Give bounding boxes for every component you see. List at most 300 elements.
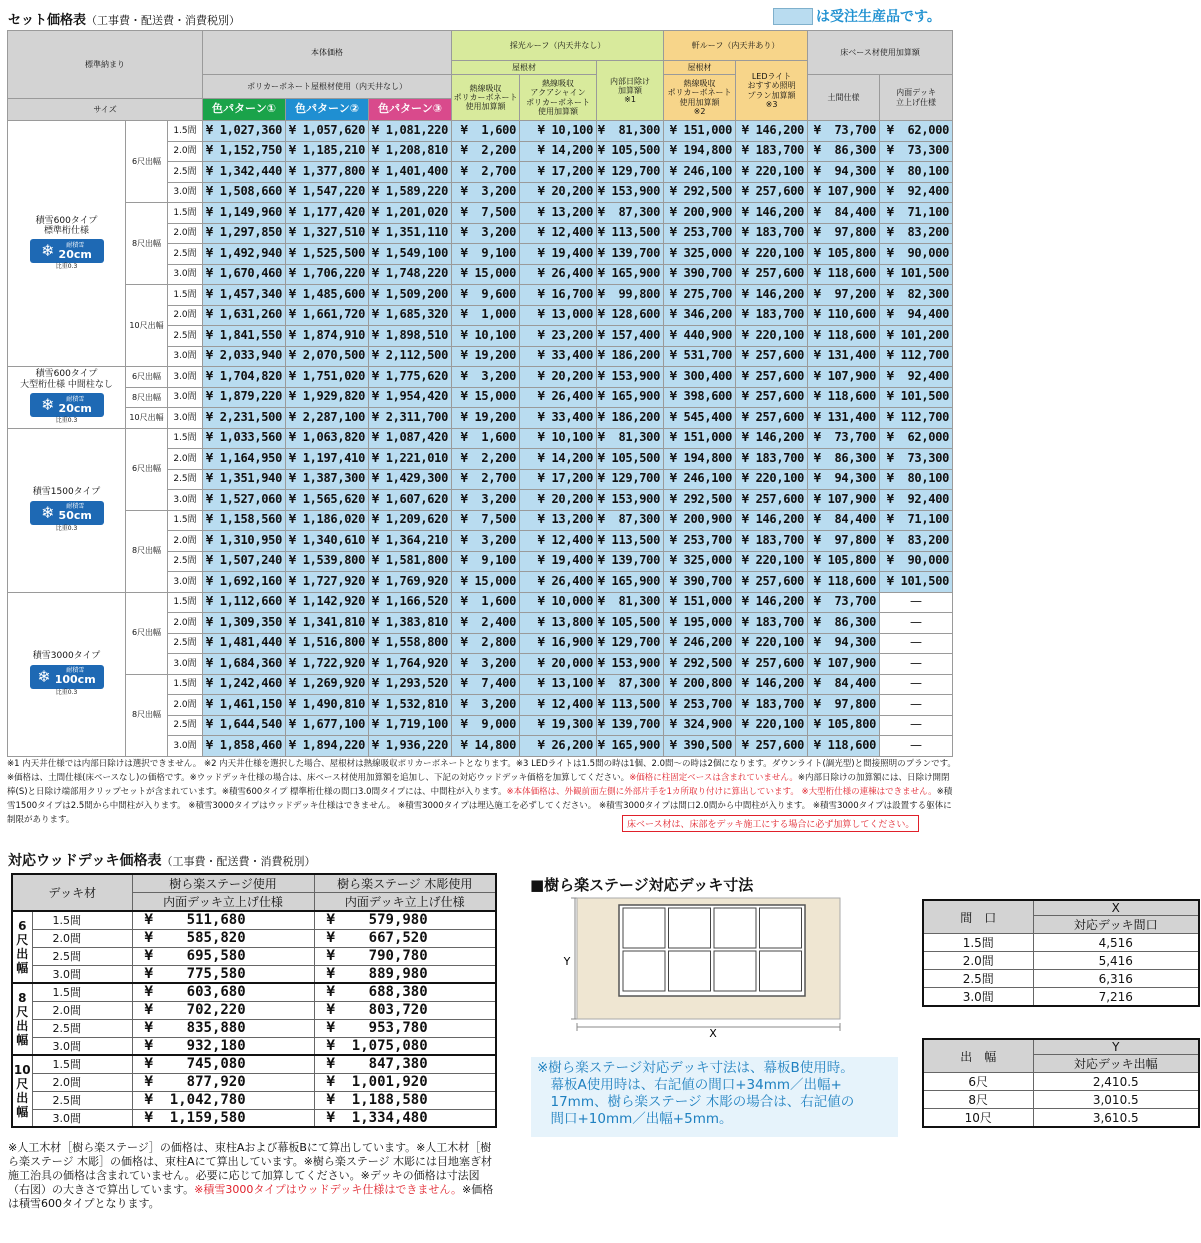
floor-base-note: 床ベース材は、床部をデッキ施工にする場合に必ず加算してください。: [622, 815, 919, 832]
price-cell: ¥ 153,900: [597, 654, 664, 675]
wood-price-carve: ¥ 688,380: [314, 983, 496, 1001]
note-red: ※本体価格は、外観前面左側に外部片手を1カ所取り付けに算出しています。 ※大型桁仕様の連棟はできません。: [506, 787, 937, 797]
wood-price-carve: ¥ 889,980: [314, 965, 496, 983]
price-cell: ¥ 19,400: [520, 244, 597, 265]
size-cell: 2.0間: [168, 613, 203, 634]
price-cell: ¥ 14,200: [520, 141, 597, 162]
dimension-value: 2,410.5: [1033, 1073, 1199, 1091]
wood-row: [12, 929, 496, 947]
price-cell: ¥ 118,600: [808, 736, 880, 757]
price-cell: ¥ 97,800: [808, 531, 880, 552]
group-name: 積雪600タイプ 標準桁仕様: [35, 215, 98, 237]
size-cell: 1.5間: [168, 121, 203, 142]
x-label: X: [709, 1027, 717, 1038]
price-cell: ¥ 220,100: [736, 162, 808, 183]
wood-size: 2.5間: [32, 1019, 132, 1037]
projection-label: 8尺出幅: [126, 203, 168, 285]
price-cell: —: [880, 592, 953, 613]
inner-deck-header-1: 内面デッキ立上げ仕様: [132, 893, 314, 912]
badge-text: [59, 243, 92, 260]
dimension-value: 3,610.5: [1033, 1109, 1199, 1128]
price-cell: ¥ 12,400: [520, 695, 597, 716]
size-cell: 2.5間: [168, 162, 203, 183]
price-cell: ¥ 131,400: [808, 346, 880, 367]
badge-small: 耐積雪: [66, 395, 85, 403]
group-name: 積雪1500タイプ: [32, 487, 101, 498]
price-cell: ¥ 94,300: [808, 162, 880, 183]
price-cell: ¥ 2,231,500: [203, 408, 286, 429]
price-cell: ¥ 1,364,210: [369, 531, 452, 552]
dimension-row: [923, 952, 1199, 970]
wood-row: [12, 1055, 496, 1073]
price-cell: ¥ 1,547,220: [286, 182, 369, 203]
price-cell: ¥ 1,565,620: [286, 490, 369, 511]
deck-inner-header: 内面デッキ 立上げ仕様: [880, 75, 953, 121]
price-cell: ¥ 257,600: [736, 387, 808, 408]
wood-price-carve: ¥ 953,780: [314, 1019, 496, 1037]
price-row: [8, 203, 953, 224]
price-cell: ¥ 13,200: [520, 510, 597, 531]
price-cell: ¥ 15,000: [452, 572, 520, 593]
price-cell: ¥ 1,297,850: [203, 223, 286, 244]
price-cell: ¥ 105,500: [597, 449, 664, 470]
note-text: ※内部日除けの加算額には、日除け開閉棒(S)と日除け端部用クリップセットが含まれています。※積雪600タイプ 標準桁仕様の間口3.0間タイプには、中間柱が入ります。: [7, 773, 950, 797]
price-cell: ¥ 1,377,800: [286, 162, 369, 183]
price-cell: ¥ 105,500: [597, 613, 664, 634]
wood-price-carve: ¥ 847,380: [314, 1055, 496, 1073]
price-cell: ¥ 9,100: [452, 244, 520, 265]
price-cell: ¥ 1,164,950: [203, 449, 286, 470]
price-cell: ¥ 10,100: [520, 428, 597, 449]
price-cell: ¥ 73,700: [808, 428, 880, 449]
price-cell: ¥ 183,700: [736, 223, 808, 244]
size-cell: 1.5間: [168, 592, 203, 613]
price-cell: ¥ 1,874,910: [286, 326, 369, 347]
wood-price-stage: ¥ 835,880: [132, 1019, 314, 1037]
price-cell: ¥ 33,400: [520, 346, 597, 367]
badge-text: [59, 504, 92, 521]
wood-price-stage: ¥ 695,580: [132, 947, 314, 965]
price-cell: ¥ 113,500: [597, 695, 664, 716]
price-cell: ¥ 86,300: [808, 613, 880, 634]
price-cell: ¥ 23,200: [520, 326, 597, 347]
netsu3-header: 熱線吸収 ポリカーボネート 使用加算額 ※2: [664, 75, 736, 121]
price-cell: ¥ 139,700: [597, 715, 664, 736]
price-cell: ¥ 3,200: [452, 654, 520, 675]
set-price-table: [7, 30, 953, 757]
price-cell: ¥ 1,208,810: [369, 141, 452, 162]
price-cell: ¥ 3,200: [452, 182, 520, 203]
wood-size: 2.0間: [32, 929, 132, 947]
price-cell: ¥ 153,900: [597, 367, 664, 388]
price-cell: ¥ 440,900: [664, 326, 736, 347]
deck-material-header: デッキ材: [12, 874, 132, 911]
price-cell: ¥ 13,000: [520, 305, 597, 326]
price-cell: ¥ 90,000: [880, 551, 953, 572]
deck-panel: [669, 951, 711, 991]
price-cell: ¥ 2,400: [452, 613, 520, 634]
y-label: Y: [563, 955, 571, 968]
snow-load-badge: [30, 665, 104, 689]
wood-group-label: 8 尺 出 幅: [12, 983, 32, 1055]
price-cell: ¥ 1,558,800: [369, 633, 452, 654]
price-cell: ¥ 194,800: [664, 141, 736, 162]
wood-size: 3.0間: [32, 965, 132, 983]
price-cell: ¥ 1,000: [452, 305, 520, 326]
price-cell: ¥ 97,800: [808, 695, 880, 716]
price-cell: ¥ 84,400: [808, 674, 880, 695]
price-cell: ¥ 1,310,950: [203, 531, 286, 552]
price-cell: ¥ 81,300: [597, 121, 664, 142]
price-cell: ¥ 9,600: [452, 285, 520, 306]
price-cell: ¥ 390,700: [664, 572, 736, 593]
standard-header: 標準納まり: [8, 31, 203, 99]
price-cell: ¥ 86,300: [808, 449, 880, 470]
price-cell: ¥ 1,461,150: [203, 695, 286, 716]
price-cell: ¥ 118,600: [808, 326, 880, 347]
price-cell: ¥ 94,300: [808, 469, 880, 490]
wood-price-stage: ¥ 775,580: [132, 965, 314, 983]
price-cell: ¥ 131,400: [808, 408, 880, 429]
projection-label: 8尺出幅: [126, 387, 168, 408]
dimension-value: 4,516: [1033, 934, 1199, 952]
price-cell: ¥ 220,100: [736, 326, 808, 347]
price-cell: ¥ 183,700: [736, 695, 808, 716]
price-cell: ¥ 390,700: [664, 264, 736, 285]
price-cell: ¥ 20,200: [520, 367, 597, 388]
doma-header: 土間仕様: [808, 75, 880, 121]
price-cell: ¥ 151,000: [664, 121, 736, 142]
price-cell: ¥ 220,100: [736, 551, 808, 572]
size-cell: 2.0間: [168, 695, 203, 716]
price-cell: ¥ 71,100: [880, 203, 953, 224]
price-cell: ¥ 1,242,460: [203, 674, 286, 695]
price-cell: ¥ 87,300: [597, 510, 664, 531]
price-cell: ¥ 26,400: [520, 572, 597, 593]
price-cell: ¥ 13,100: [520, 674, 597, 695]
price-cell: ¥ 113,500: [597, 531, 664, 552]
price-cell: ¥ 246,100: [664, 162, 736, 183]
price-cell: ¥ 84,400: [808, 203, 880, 224]
group-label: [8, 592, 126, 756]
price-cell: ¥ 146,200: [736, 428, 808, 449]
wood-price-stage: ¥ 745,080: [132, 1055, 314, 1073]
price-cell: ¥ 1,485,600: [286, 285, 369, 306]
ratio-label: 比重0.3: [55, 417, 78, 425]
frontage-header: 間 口: [923, 900, 1033, 934]
price-cell: —: [880, 654, 953, 675]
size-cell: 3.0間: [168, 736, 203, 757]
price-cell: ¥ 146,200: [736, 592, 808, 613]
price-cell: ¥ 1,600: [452, 428, 520, 449]
deck-size-title: ■樹ら楽ステージ対応デッキ寸法: [530, 876, 754, 894]
price-cell: ¥ 165,900: [597, 387, 664, 408]
price-cell: ¥ 107,900: [808, 654, 880, 675]
price-cell: ¥ 83,200: [880, 223, 953, 244]
price-row: [8, 121, 953, 142]
price-cell: ¥ 1,954,420: [369, 387, 452, 408]
price-cell: ¥ 2,700: [452, 162, 520, 183]
price-row: [8, 408, 953, 429]
price-row: [8, 428, 953, 449]
stage-header: 樹ら楽ステージ使用: [132, 874, 314, 893]
price-cell: ¥ 257,600: [736, 182, 808, 203]
price-cell: ¥ 1,581,800: [369, 551, 452, 572]
dimension-row: [923, 934, 1199, 952]
price-cell: ¥ 3,200: [452, 367, 520, 388]
wood-row: [12, 947, 496, 965]
price-cell: ¥ 92,400: [880, 490, 953, 511]
price-cell: ¥ 1,341,810: [286, 613, 369, 634]
price-cell: ¥ 1,033,560: [203, 428, 286, 449]
wood-price-carve: ¥ 790,780: [314, 947, 496, 965]
wood-price-stage: ¥ 511,680: [132, 911, 314, 929]
price-cell: ¥ 1,722,920: [286, 654, 369, 675]
price-cell: ¥ 101,500: [880, 387, 953, 408]
size-cell: 3.0間: [168, 346, 203, 367]
wood-deck-notes: ※人工木材［樹ら楽ステージ］の価格は、束柱Aおよび幕板Bにて算出しています。※人工木材［樹ら楽ステージ 木彫］の価格は、束柱Aにて算出しています。※樹ら楽ステージ 木彫には目地塞ぎ材施工治具の価格は含まれていません。必要に応じて加算してください。※デッキの価格は寸法図（右図）の大きさで算出しています。※積雪3000タイプはウッドデッキ仕様はできません。※価格は積雪600タイプとなります。: [8, 1141, 494, 1210]
deck-size-note: ※樹ら楽ステージ対応デッキ寸法は、幕板B使用時。 幕板A使用時は、右記値の間口+34mm／出幅+ 17mm、樹ら楽ステージ 木彫の場合は、右記値の 間口+10mm／出幅+5mm。: [531, 1057, 898, 1137]
projection-label: 10尺出幅: [126, 408, 168, 429]
size-cell: 2.0間: [168, 141, 203, 162]
price-cell: ¥ 1,492,940: [203, 244, 286, 265]
price-cell: ¥ 1,387,300: [286, 469, 369, 490]
dimension-row: [923, 1073, 1199, 1091]
price-cell: ¥ 1,706,220: [286, 264, 369, 285]
price-cell: ¥ 73,300: [880, 141, 953, 162]
price-cell: ¥ 71,100: [880, 510, 953, 531]
wood-row: [12, 1037, 496, 1055]
price-cell: ¥ 1,269,920: [286, 674, 369, 695]
group-label: [8, 428, 126, 592]
projection-label: 6尺出幅: [126, 428, 168, 510]
wood-size: 1.5間: [32, 911, 132, 929]
price-cell: ¥ 73,700: [808, 121, 880, 142]
ratio-label: 比重0.3: [55, 263, 78, 271]
price-cell: ¥ 101,200: [880, 326, 953, 347]
price-cell: ¥ 15,000: [452, 387, 520, 408]
badge-value: 20cm: [58, 401, 92, 415]
price-cell: ¥ 1,858,460: [203, 736, 286, 757]
dimension-row: [923, 988, 1199, 1007]
price-cell: ¥ 1,600: [452, 121, 520, 142]
price-cell: ¥ 1,351,110: [369, 223, 452, 244]
dimension-size: 2.0間: [923, 952, 1033, 970]
snow-load-badge: [30, 501, 104, 525]
price-cell: ¥ 1,209,620: [369, 510, 452, 531]
price-cell: ¥ 157,400: [597, 326, 664, 347]
ratio-label: 比重0.3: [55, 688, 78, 696]
size-cell: 3.0間: [168, 182, 203, 203]
price-cell: ¥ 1,197,410: [286, 449, 369, 470]
price-cell: ¥ 1,748,220: [369, 264, 452, 285]
size-cell: 3.0間: [168, 387, 203, 408]
noki-header: 軒ルーフ（内天井あり）: [664, 31, 808, 61]
size-cell: 2.5間: [168, 715, 203, 736]
dimension-value: 5,416: [1033, 952, 1199, 970]
deck-panel: [760, 908, 802, 948]
price-cell: ¥ 1,692,160: [203, 572, 286, 593]
price-cell: ¥ 200,900: [664, 203, 736, 224]
size-cell: 2.5間: [168, 633, 203, 654]
price-cell: ¥ 195,000: [664, 613, 736, 634]
size-header: サイズ: [8, 99, 203, 121]
price-cell: ¥ 90,000: [880, 244, 953, 265]
price-cell: ¥ 1,532,810: [369, 695, 452, 716]
price-cell: ¥ 146,200: [736, 121, 808, 142]
price-cell: ¥ 257,600: [736, 490, 808, 511]
price-cell: ¥ 129,700: [597, 469, 664, 490]
size-cell: 2.0間: [168, 305, 203, 326]
size-cell: 3.0間: [168, 367, 203, 388]
price-cell: ¥ 7,500: [452, 510, 520, 531]
price-cell: ¥ 398,600: [664, 387, 736, 408]
color-pattern-3-header: 色パターン③: [369, 99, 452, 121]
price-cell: ¥ 220,100: [736, 469, 808, 490]
price-cell: ¥ 1,057,620: [286, 121, 369, 142]
badge-value: 50cm: [58, 509, 92, 523]
price-cell: ¥ 1,383,810: [369, 613, 452, 634]
color-pattern-2-header: 色パターン②: [286, 99, 369, 121]
dimension-size: 8尺: [923, 1091, 1033, 1109]
wood-price-carve: ¥ 803,720: [314, 1001, 496, 1019]
price-row: [8, 592, 953, 613]
dimension-row: [923, 970, 1199, 988]
price-cell: ¥ 390,500: [664, 736, 736, 757]
price-cell: ¥ 1,527,060: [203, 490, 286, 511]
price-cell: ¥ 10,000: [520, 592, 597, 613]
price-cell: ¥ 165,900: [597, 572, 664, 593]
price-cell: ¥ 97,800: [808, 223, 880, 244]
price-cell: ¥ 73,700: [808, 592, 880, 613]
wood-row: [12, 965, 496, 983]
projection-label: 8尺出幅: [126, 674, 168, 756]
price-cell: ¥ 1,309,350: [203, 613, 286, 634]
price-cell: ¥ 92,400: [880, 367, 953, 388]
price-cell: ¥ 16,700: [520, 285, 597, 306]
price-cell: ¥ 19,200: [452, 346, 520, 367]
price-cell: ¥ 129,700: [597, 162, 664, 183]
price-cell: ¥ 246,200: [664, 633, 736, 654]
price-cell: ¥ 1,490,810: [286, 695, 369, 716]
price-cell: ¥ 73,300: [880, 449, 953, 470]
group-name: 積雪3000タイプ: [32, 651, 101, 662]
made-to-order-swatch: [773, 8, 813, 25]
price-cell: ¥ 1,775,620: [369, 367, 452, 388]
price-cell: ¥ 20,200: [520, 490, 597, 511]
projection-label: 8尺出幅: [126, 510, 168, 592]
dimension-size: 6尺: [923, 1073, 1033, 1091]
price-cell: —: [880, 674, 953, 695]
deck-panel: [623, 908, 665, 948]
price-cell: ¥ 112,700: [880, 408, 953, 429]
price-cell: ¥ 16,900: [520, 633, 597, 654]
price-cell: ¥ 1,401,400: [369, 162, 452, 183]
price-cell: ¥ 129,700: [597, 633, 664, 654]
price-cell: ¥ 1,063,820: [286, 428, 369, 449]
badge-value: 20cm: [58, 247, 92, 261]
price-cell: ¥ 112,700: [880, 346, 953, 367]
price-cell: ¥ 1,589,220: [369, 182, 452, 203]
snowflake-icon: ❄: [37, 666, 51, 686]
price-cell: ¥ 1,936,220: [369, 736, 452, 757]
price-cell: ¥ 183,700: [736, 531, 808, 552]
price-cell: ¥ 292,500: [664, 654, 736, 675]
x-header: X: [1033, 900, 1199, 916]
note-red: ※価格に柱固定ベースは含まれていません。: [629, 773, 798, 783]
price-row: [8, 285, 953, 306]
price-cell: ¥ 346,200: [664, 305, 736, 326]
price-row: [8, 367, 953, 388]
price-cell: ¥ 1,539,800: [286, 551, 369, 572]
price-cell: ¥ 257,600: [736, 736, 808, 757]
size-cell: 1.5間: [168, 203, 203, 224]
wood-row: [12, 1019, 496, 1037]
price-cell: —: [880, 613, 953, 634]
price-cell: ¥ 1,769,920: [369, 572, 452, 593]
price-cell: ¥ 253,700: [664, 223, 736, 244]
badge-value: 100cm: [54, 673, 96, 687]
color-pattern-1-header: 色パターン①: [203, 99, 286, 121]
price-cell: ¥ 1,929,820: [286, 387, 369, 408]
price-cell: ¥ 94,300: [808, 633, 880, 654]
price-cell: ¥ 110,600: [808, 305, 880, 326]
size-cell: 3.0間: [168, 408, 203, 429]
price-cell: ¥ 3,200: [452, 531, 520, 552]
y-header: Y: [1033, 1039, 1199, 1055]
wood-price-carve: ¥ 1,075,080: [314, 1037, 496, 1055]
price-cell: ¥ 1,142,920: [286, 592, 369, 613]
size-cell: 1.5間: [168, 510, 203, 531]
projection-dimension-table: [922, 1038, 1200, 1128]
price-cell: ¥ 10,100: [520, 121, 597, 142]
deck-panel: [623, 951, 665, 991]
wood-row: [12, 1091, 496, 1109]
price-cell: ¥ 1,600: [452, 592, 520, 613]
deck-panel: [760, 951, 802, 991]
note-text: ※積雪1500タイプは2.5間から中間柱が入ります。 ※積雪3000タイプはウッドデッキ仕様はできません。 ※積雪3000タイプは埋込施工を必ずしてください。 ※積雪3000タイプは間口2.0間から中間柱が入ります。 ※積雪3000タイプは設置する躯体に制限があります。: [7, 787, 953, 825]
price-cell: —: [880, 715, 953, 736]
price-cell: ¥ 186,200: [597, 346, 664, 367]
deck-panel: [714, 951, 756, 991]
price-cell: ¥ 1,677,100: [286, 715, 369, 736]
price-cell: ¥ 87,300: [597, 674, 664, 695]
price-cell: ¥ 253,700: [664, 695, 736, 716]
price-cell: ¥ 105,800: [808, 244, 880, 265]
price-cell: ¥ 1,685,320: [369, 305, 452, 326]
price-cell: ¥ 200,800: [664, 674, 736, 695]
price-cell: ¥ 26,400: [520, 387, 597, 408]
snow-load-badge: [30, 393, 104, 417]
price-cell: ¥ 105,800: [808, 715, 880, 736]
wood-size: 3.0間: [32, 1109, 132, 1127]
price-cell: ¥ 92,400: [880, 182, 953, 203]
price-cell: ¥ 10,100: [452, 326, 520, 347]
legend: は受注生産品です。: [773, 6, 941, 26]
price-cell: ¥ 1,351,940: [203, 469, 286, 490]
price-cell: ¥ 80,100: [880, 469, 953, 490]
wood-group-label: 6 尺 出 幅: [12, 911, 32, 983]
inner-deck-header-2: 内面デッキ立上げ仕様: [314, 893, 496, 912]
price-cell: ¥ 1,186,020: [286, 510, 369, 531]
price-cell: ¥ 107,900: [808, 182, 880, 203]
price-cell: ¥ 14,800: [452, 736, 520, 757]
price-cell: ¥ 1,704,820: [203, 367, 286, 388]
price-cell: ¥ 257,600: [736, 572, 808, 593]
price-cell: ¥ 324,900: [664, 715, 736, 736]
price-cell: ¥ 1,293,520: [369, 674, 452, 695]
price-cell: ¥ 1,644,540: [203, 715, 286, 736]
